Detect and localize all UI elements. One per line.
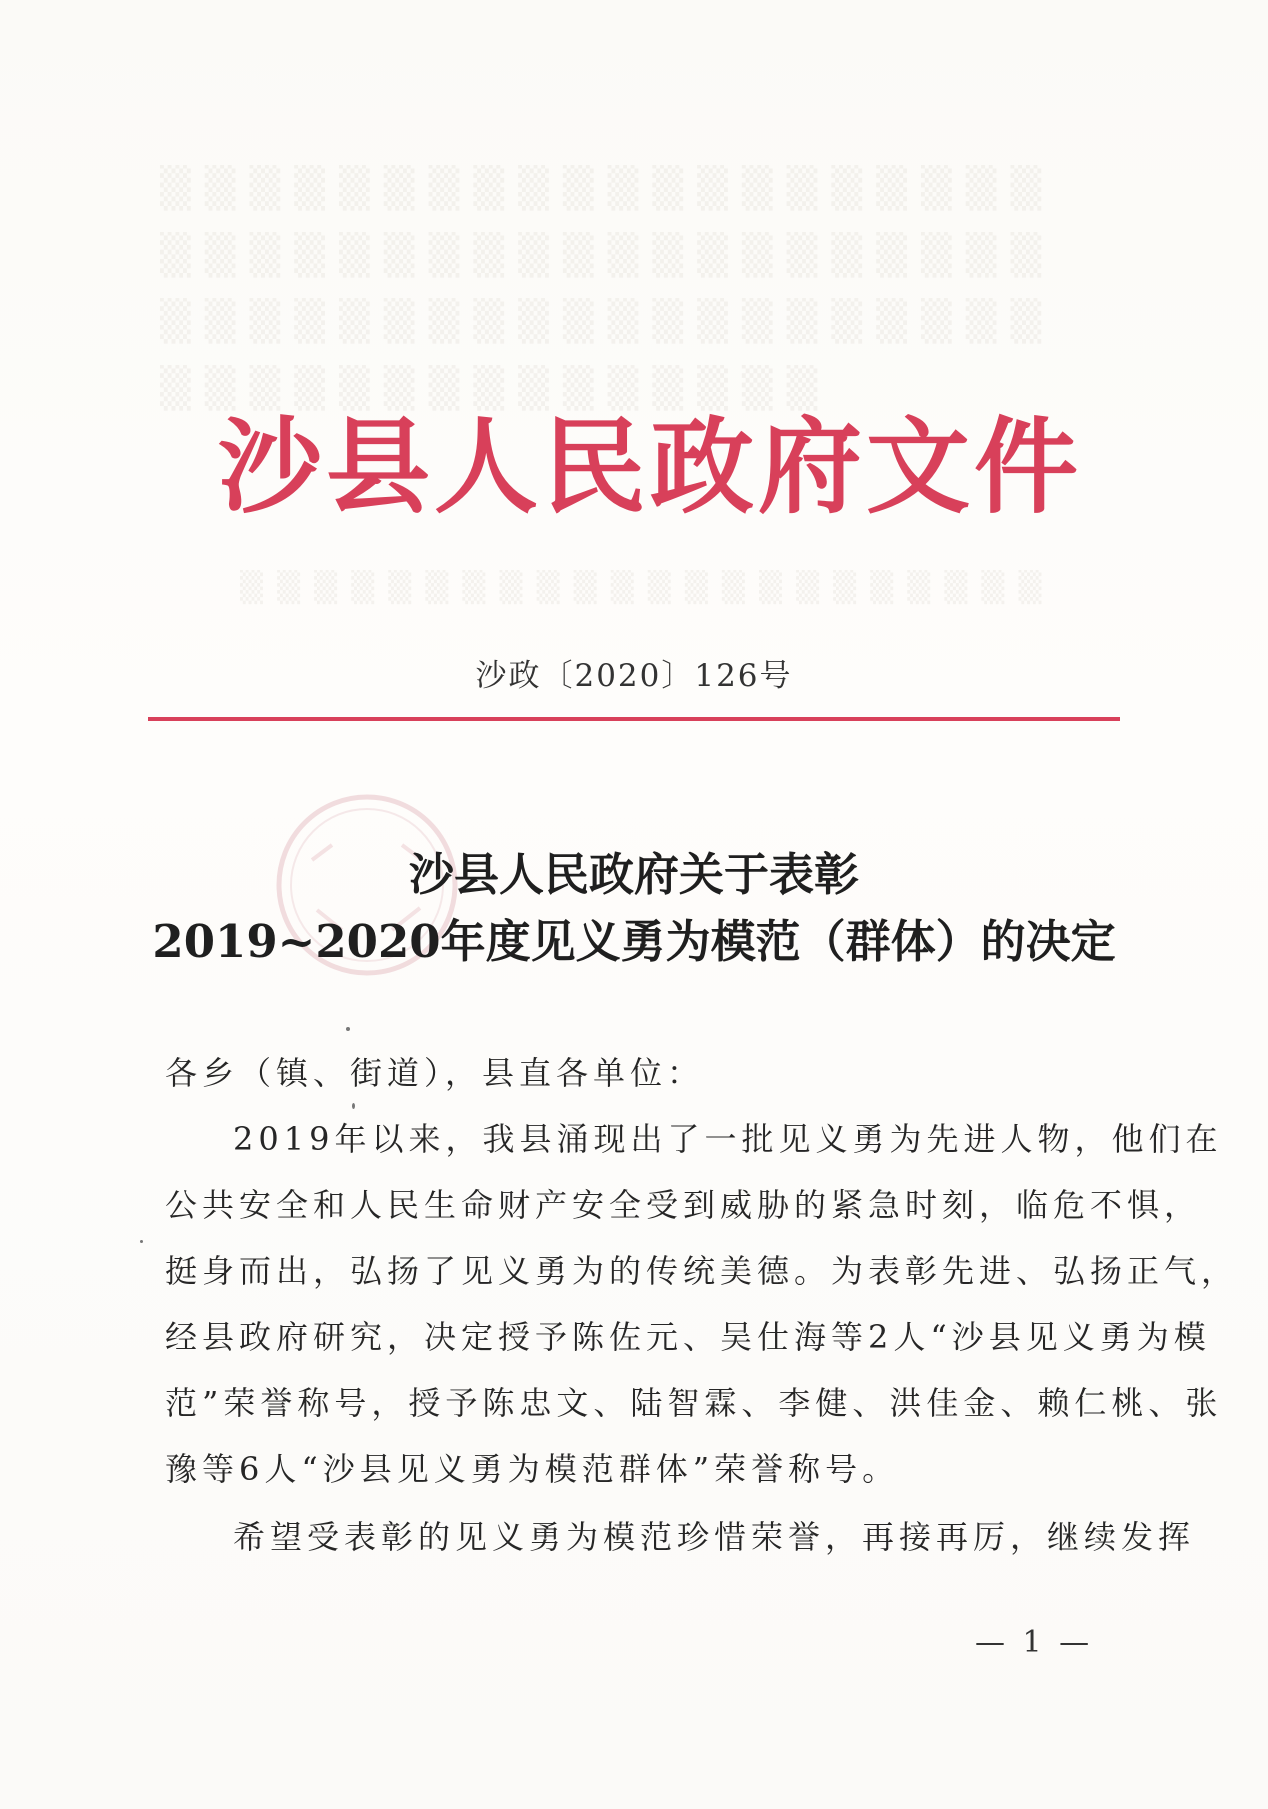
show-through-text: ▒▒▒▒▒▒▒▒▒▒▒▒▒▒▒▒▒▒▒▒▒▒ bbox=[240, 570, 1056, 605]
document-title-line-2: 2019~2020年度见义勇为模范（群体）的决定 bbox=[152, 915, 1116, 968]
paragraph-line: 希望受表彰的见义勇为模范珍惜荣誉，再接再厉，继续发挥 bbox=[233, 1518, 1196, 1556]
paragraph-line: 挺身而出，弘扬了见义勇为的传统美德。为表彰先进、弘扬正气， bbox=[165, 1252, 1239, 1290]
show-through-text: ▒▒▒▒▒▒▒▒▒▒▒▒▒▒▒▒▒▒▒▒ bbox=[160, 232, 1056, 278]
scan-speck bbox=[346, 1027, 350, 1031]
paragraph-line: 公共安全和人民生命财产安全受到威胁的紧急时刻，临危不惧， bbox=[165, 1186, 1202, 1224]
show-through-text: ▒▒▒▒▒▒▒▒▒▒▒▒▒▒▒▒▒▒▒▒ bbox=[160, 298, 1056, 344]
scan-speck bbox=[140, 1240, 143, 1243]
paragraph-line: 范”荣誉称号，授予陈忠文、陆智霖、李健、洪佳金、赖仁桃、张 bbox=[165, 1384, 1223, 1422]
agency-header-title: 沙县人民政府文件 bbox=[217, 405, 1082, 528]
paragraph-line: 2019年以来，我县涌现出了一批见义勇为先进人物，他们在 bbox=[233, 1120, 1223, 1158]
red-divider-line bbox=[148, 717, 1120, 721]
paragraph-line: 经县政府研究，决定授予陈佐元、吴仕海等2人“沙县见义勇为模 bbox=[165, 1318, 1211, 1356]
show-through-text: ▒▒▒▒▒▒▒▒▒▒▒▒▒▒▒▒▒▒▒▒ bbox=[160, 165, 1056, 211]
document-title-line-1: 沙县人民政府关于表彰 bbox=[408, 848, 859, 901]
show-through-text: ▒▒▒▒▒▒▒▒▒▒▒▒▒▒▒ bbox=[160, 365, 832, 411]
paragraph-line: 豫等6人“沙县见义勇为模范群体”荣誉称号。 bbox=[165, 1450, 900, 1488]
salutation: 各乡（镇、街道），县直各单位： bbox=[165, 1054, 705, 1092]
scan-speck bbox=[352, 1103, 355, 1109]
document-number: 沙政〔2020〕126号 bbox=[475, 658, 793, 694]
page-number: — 1 — bbox=[975, 1625, 1094, 1660]
